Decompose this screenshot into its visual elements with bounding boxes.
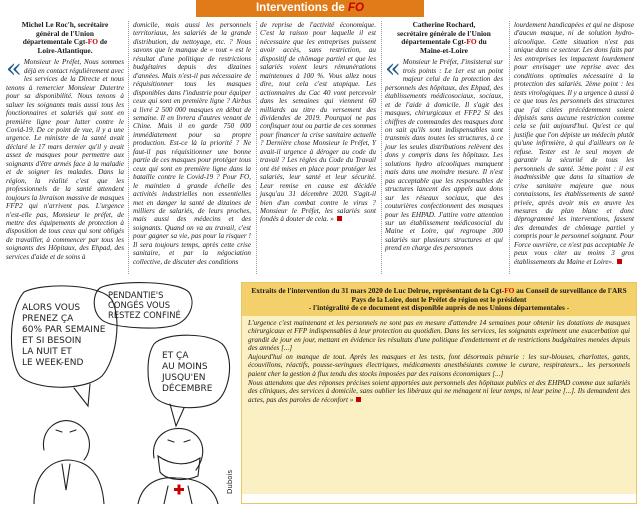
extract-heading-text: au Conseil de surveillance de l'ARS Pays de la Loire, dont le Préfet de région est le président <box>351 286 627 304</box>
column-5 <box>514 21 634 266</box>
extract-heading-text: Extraits de l'intervention du 31 mars 2020 de Luc Delrue, représentant de la Cgt- <box>251 286 505 295</box>
author-line: secrétaire générale de l'Union <box>397 28 491 38</box>
column-divider <box>509 21 510 274</box>
section-banner <box>196 0 424 17</box>
extract-body <box>242 316 636 494</box>
end-square-icon <box>337 216 342 221</box>
author-line: général de l'Union <box>36 28 94 38</box>
extract-box <box>241 282 637 504</box>
author-line: Loire-Atlantique. <box>37 45 93 55</box>
column-divider <box>381 21 382 274</box>
speech-text-5: lourdement handicapées et qui ne dispose d'aucun masque, ni de solution hydro-alcoolique. Cette situation n'est pas unique dans ce secteur. Les dons faits par les entreprises les impactent lourdement pour envisager une reprise avec des conditions optimales nécessaire à la protection des salariés. 2ème point : les tests virologiques. Il y a urgence à aussi à ce que tous les personnels des structures que j'ai citées précédemment soient dépistés sans aucune restriction comme cela se fait aujourd'hui. Qu'est ce qui justifie que l'on dépiste un médecin plutôt qu'une infirmière, à qui d'ailleurs on le refuse. Tester est le seul moyen de garantir la sécurité de tous les personnels de santé. 3ème point : il est inadmissible que dans la situation de crise sanitaire majeure que nous connaissons, les établissements de santé privée, après avoir mis en œuvre les mesures du plan blanc et donc déprogrammé les interventions, fassent des demandes de chômage partiel y compris pour le personnel soignant. Pour Force ouvrière, ce n'est pas acceptable Je peux vous citer au moins 3 gros établissements du Maine et Loire». <box>514 21 634 266</box>
extract-heading-note: - l'intégralité de ce document est disponible auprès de nos Unions départementales - <box>308 303 570 312</box>
author-line: Maine-et-Loire <box>420 45 468 55</box>
column-4 <box>385 21 503 253</box>
end-square-icon <box>617 259 622 264</box>
banner-title: Interventions de <box>255 2 349 14</box>
bubble-top-text: PENDANTIE'S CONGÉS VOUS RESTEZ CONFINÉ <box>108 290 181 320</box>
column-2 <box>133 21 251 266</box>
column-1 <box>6 21 124 261</box>
banner-fo: FO <box>348 2 364 14</box>
speech-text-3: de reprise de l'activité économique. C'est la raison pour laquelle il est nécessaire que les entreprises puissent avoir accès, sans restriction, au dispositif de chômage partiel et que les salariés voient leurs rémunérations maintenues à 100 %. Vous allez nous dire, tout cela c'est utopique. Les actionnaires du Cac 40 vont percevoir dans les semaines qui viennent 60 milliards au titre du versement des dividendes de 2019. Pourquoi ne pas confisquer tout ou partie de ces sommes pour financer la crise sanitaire actuelle ? Dernière chose Monsieur le Préfet, Y avait-il urgence à déroger au code du travail ? Les règles du Code du Travail ont été mises en place pour protéger les salariés, leur santé et leur sécurité. Leur remise en cause est décidée jusqu'au 31 décembre 2020. S'agit-il bien d'un combat contre le virus ? Monsieur le Préfet, les salariés sont fondés à douter de cela. » <box>260 21 376 224</box>
column-divider <box>256 21 257 274</box>
author-heading-2 <box>385 21 503 55</box>
author-org-suffix: du <box>476 37 487 47</box>
bubble-right-text: ET ÇA AU MOINS JUSQU'EN DÉCEMBRE <box>162 351 213 394</box>
open-quote-icon: « <box>385 54 401 85</box>
end-square-icon <box>356 397 361 402</box>
author-org: départementale Cgt- <box>22 37 88 47</box>
column-3 <box>260 21 376 224</box>
speech-text-1: Monsieur le Préfet, Nous sommes déjà en contact régulièrement avec les services de la Directe et nous tenons à remercier Monsieur Dutertre pour sa disponibilité. Nous tenons à saluer les soignants mais aussi tous les fonctionnaires et salariés qui sont en première ligne pour lutter contre le Covid-19. De ce point de vue, il y a une urgence. Le ministre de la santé avait déclaré le 17 mars dernier qu'il y avait assez de masques pour permettre aux soignants d'être armés face à la maladie et de soigner les malades. Dans la région, la réalité c'est que les professionnels de la santé attendent toujours la livraison massive de masques FFP2 qui n'arrivent pas. L'urgence n'est-elle pas, Monsieur le préfet, de mettre des équipements de protection à disposition de tous ceux qui sont obligés de travailler, à commencer par tous les soignants des Hôpitaux, des Ehpad, des services d'aide et de soins à <box>6 58 124 261</box>
author-org-suffix: de <box>98 37 108 47</box>
extract-paragraph: Nous attendons que des réponses précises soient apportées aux personnels des hôpitaux publics et des EHPAD comme aux salariés des cliniques, des services à domicile, sans oublier les libéraux qui ne ménagent ni leur temps, ni leur peine [...]. Ils demandent des actes, pas des paroles de réconfort » <box>248 378 630 404</box>
cartoon-drawing <box>4 280 240 504</box>
extract-paragraph: L'urgence c'est maintenant et les personnels ne sont pas en mesure d'attendre 14 semaines pour obtenir les dotations de masques chirurgicaux et FFP indispensables à leur protection au quotidien. Dans les services, les soignants expriment une exacerbation qui grandit de jour en jour, mettant en évidence les résultats d'une politique d'endettement et de restrictions budgétaires menées depuis des années [...] <box>248 318 630 353</box>
author-org: départementale Cgt- <box>401 37 467 47</box>
extract-heading <box>242 283 636 316</box>
fo-label: FO <box>87 37 99 47</box>
column-divider <box>128 21 129 274</box>
author-line: Catherine Rochard, <box>412 20 476 29</box>
bubble-left-text: ALORS VOUS PRENEZ ÇA 60% PAR SEMAINE ET SI BESOIN LA NUIT ET LE WEEK-END <box>22 303 106 368</box>
fo-label: FO <box>504 286 515 295</box>
open-quote-icon: « <box>6 54 22 85</box>
extract-paragraph: Aujourd'hui on manque de tout. Après les masques et les tests, font désormais pénurie : les sur-blouses, charlottes, gants, écouvillons, réactifs, pousse-seringues électriques, médicaments anesthésiants comme le curare, respirateurs... les personnels paient cher la gestion à flux tendu des stocks imposées par des raisons économiques [...] <box>248 352 630 379</box>
speech-text-2: domicile, mais aussi les personnels territoriaux, les salariés de la grande distribution, du nettoyage, etc. ? Nous savons que le manque de « tout » est le résultat d'une politique de restrictions budgétaires depuis des dizaines d'années. Mais n'est-il pas nécessaire de réquisitionner tous les masques disponibles dans l'industrie pour équiper ceux qui sont en première ligne ? Airbus a livré 2 500 000 masques en début de semaine. Il en livrera d'autres venant de Chine. Mais il en garde 750 000 immédiatement pour sa propre production. Est-ce là la priorité ? Ne faut-il pas réquisitionner une bonne partie de ces masques pour protéger tous ceux qui sont en première ligne dans la bataille contre le Covid-19 ? Pour FO, le maintien à grande échelle des activités industrielles non essentielles met en danger la santé de dizaines de milliers de salariés, de leurs proches, mais aussi des médecins et des soignants. Quand on va au travail, c'est pour gagner sa vie, pas pour la risquer ! Il sera toujours temps, après cette crise sanitaire, et par la négociation collective, de discuter des conditions <box>133 21 251 266</box>
speech-text-4: Monsieur le Préfet, J'insisterai sur trois points : Le 1er est un point majeur celui de la protection des personnels des hôpitaux, des Ehpad, des établissements médicosociaux, sociaux, et de l'aide à domicile. Il s'agit des masques, chirurgicaux et FFP2 Si des chiffres de commandes des masques dont on sait qu'ils sont indispensables sont transmis dans toutes les structures, à ce jour les seules distributions relèvent des dons y compris dans les hôpitaux. Les solutions hydro alcooliques manquent mais dans une moindre mesure. Il n'est pas acceptable que les responsables de structures lancent des appels aux dons sur les réseaux sociaux, que des couturières confectionnent des masques pour les EHPAD. J'attire votre attention sur un établissement médicosocial du Maine et Loire, qui regroupe 300 salariés sur plusieurs structures et qui prend en charge des personnes <box>385 58 503 253</box>
fo-label: FO <box>466 37 477 47</box>
author-line: Michel Le Roc'h, secrétaire <box>21 20 109 29</box>
author-heading-1 <box>6 21 124 55</box>
cartoon-illustration <box>4 280 240 504</box>
cartoon-signature: Dubois <box>226 469 234 494</box>
